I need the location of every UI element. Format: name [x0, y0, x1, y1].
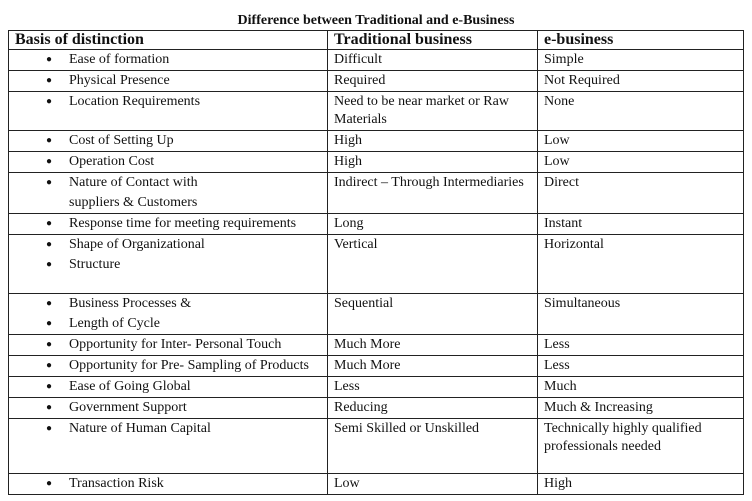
basis-item: ● Opportunity for Inter- Personal Touch [15, 336, 321, 354]
ebusiness-cell: Much & Increasing [538, 398, 744, 419]
traditional-cell: Required [328, 71, 538, 92]
ebusiness-cell: Much [538, 377, 744, 398]
basis-cell [9, 419, 328, 474]
traditional-cell: Difficult [328, 50, 538, 71]
traditional-cell: Long [328, 214, 538, 235]
basis-item: ● Opportunity for Pre- Sampling of Products [15, 357, 321, 375]
ebusiness-cell: Low [538, 131, 744, 152]
traditional-cell: Low [328, 474, 538, 495]
basis-item: ● Government Support [15, 399, 321, 417]
header-traditional: Traditional business [328, 31, 538, 50]
basis-cell [9, 50, 328, 71]
basis-cell [9, 92, 328, 131]
basis-cell [9, 131, 328, 152]
traditional-cell: High [328, 152, 538, 173]
basis-item: ● Shape of Organizational [15, 236, 321, 254]
basis-item: ● Operation Cost [15, 153, 321, 171]
table-row [9, 474, 744, 495]
traditional-cell: Less [328, 377, 538, 398]
basis-item: ● Physical Presence [15, 72, 321, 90]
basis-cell [9, 214, 328, 235]
table-row [9, 50, 744, 71]
ebusiness-cell: Simple [538, 50, 744, 71]
basis-cell [9, 335, 328, 356]
ebusiness-cell: Simultaneous [538, 294, 744, 335]
traditional-cell: Vertical [328, 235, 538, 294]
traditional-cell: Need to be near market or Raw Materials [328, 92, 538, 131]
traditional-cell: Much More [328, 356, 538, 377]
table-row [9, 294, 744, 335]
traditional-cell: Much More [328, 335, 538, 356]
basis-cell [9, 235, 328, 294]
table-row [9, 152, 744, 173]
table-row [9, 235, 744, 294]
header-basis: Basis of distinction [9, 31, 328, 50]
table-row [9, 131, 744, 152]
header-row [9, 31, 744, 50]
ebusiness-cell: Less [538, 335, 744, 356]
table-row [9, 377, 744, 398]
basis-cell [9, 294, 328, 335]
table-row [9, 398, 744, 419]
basis-cell [9, 398, 328, 419]
table-row [9, 335, 744, 356]
basis-item: ● Business Processes & [15, 295, 321, 313]
basis-item-continued: suppliers & Customers [69, 195, 198, 210]
ebusiness-cell: Horizontal [538, 235, 744, 294]
basis-item: ● Transaction Risk [15, 475, 321, 493]
table-row [9, 71, 744, 92]
traditional-cell: Reducing [328, 398, 538, 419]
basis-item: ● Cost of Setting Up [15, 132, 321, 150]
ebusiness-cell: Low [538, 152, 744, 173]
basis-item: ● Location Requirements [15, 93, 321, 111]
ebusiness-cell: Direct [538, 173, 744, 214]
basis-cell [9, 152, 328, 173]
basis-cell [9, 377, 328, 398]
table-row [9, 419, 744, 474]
ebusiness-cell: Not Required [538, 71, 744, 92]
traditional-cell: Semi Skilled or Unskilled [328, 419, 538, 474]
traditional-cell: High [328, 131, 538, 152]
ebusiness-cell: Instant [538, 214, 744, 235]
basis-cell [9, 71, 328, 92]
basis-item: ● Response time for meeting requirements [15, 215, 321, 233]
basis-item: ● Ease of formation [15, 51, 321, 69]
table-row [9, 173, 744, 214]
table-row [9, 92, 744, 131]
traditional-cell: Indirect – Through Intermediaries [328, 173, 538, 214]
basis-cell [9, 474, 328, 495]
basis-cell [9, 356, 328, 377]
table-row [9, 356, 744, 377]
header-ebusiness: e-business [538, 31, 744, 50]
basis-item: ● Nature of Contact with [15, 174, 321, 192]
table-row [9, 214, 744, 235]
ebusiness-cell: Technically highly qualified professionals needed [538, 419, 744, 474]
basis-item: ● Length of Cycle [15, 315, 321, 333]
basis-item: ● Nature of Human Capital [15, 420, 321, 438]
basis-cell [9, 173, 328, 214]
comparison-table [8, 30, 744, 495]
ebusiness-cell: Less [538, 356, 744, 377]
ebusiness-cell: High [538, 474, 744, 495]
ebusiness-cell: None [538, 92, 744, 131]
basis-item: ● Ease of Going Global [15, 378, 321, 396]
document-title: Difference between Traditional and e-Business [237, 13, 515, 28]
traditional-cell: Sequential [328, 294, 538, 335]
basis-item: ● Structure [15, 256, 321, 274]
